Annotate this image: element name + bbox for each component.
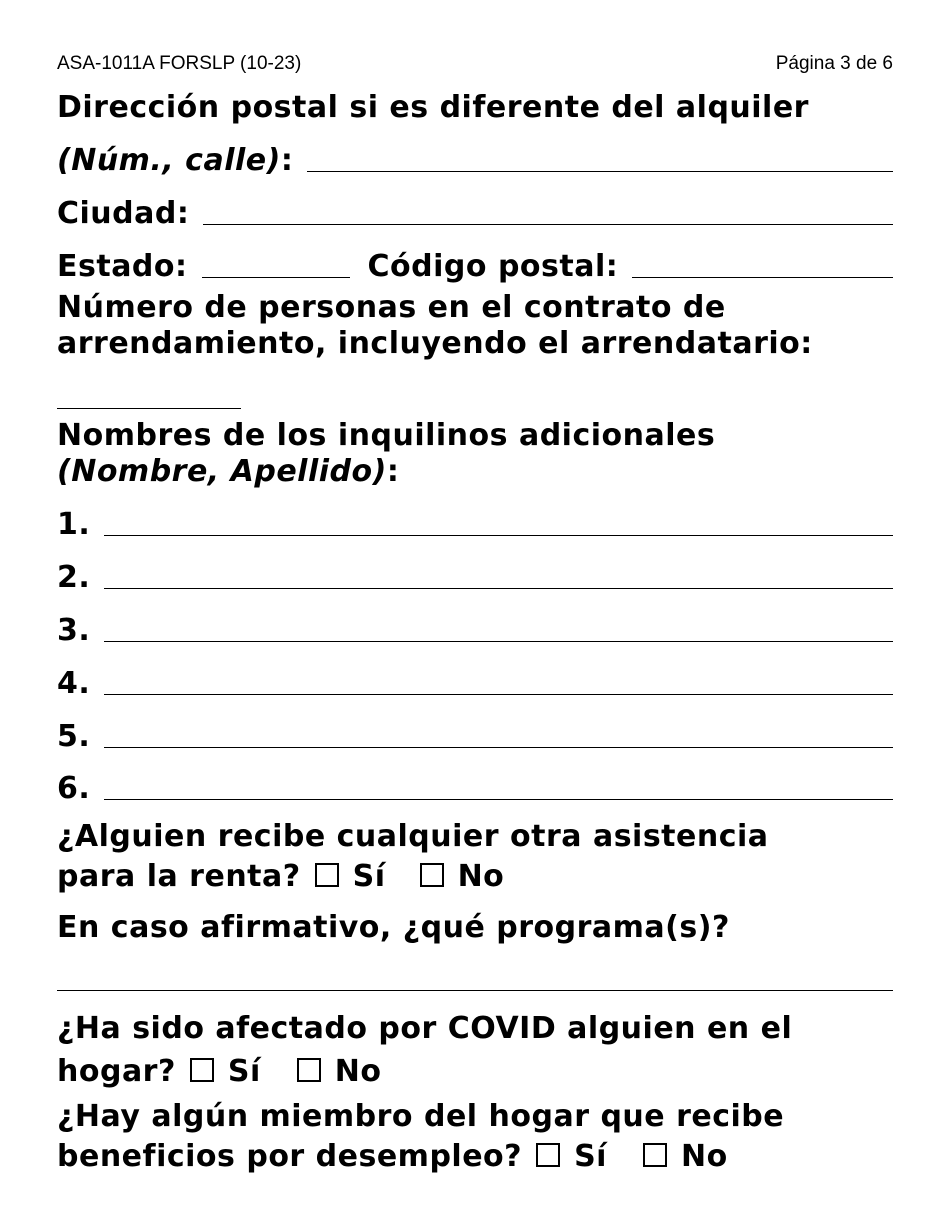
tenant-number: 1.: [57, 507, 91, 542]
tenant-row: [57, 771, 893, 806]
tenant-row: [57, 613, 893, 648]
yes-label: Sí: [227, 1054, 261, 1089]
no-label: No: [680, 1139, 728, 1174]
tenant-name-input[interactable]: [104, 693, 893, 695]
program-input[interactable]: [57, 990, 893, 991]
yes-label: Sí: [352, 859, 386, 894]
street-input[interactable]: [307, 170, 893, 172]
mailing-heading: Dirección postal si es diferente del alquiler: [57, 90, 809, 125]
covid-question: ¿Ha sido afectado por COVID alguien en el hogar? Sí No: [57, 1011, 793, 1089]
unemployment-question: ¿Hay algún miembro del hogar que recibe beneficios por desempleo? Sí No: [57, 1099, 785, 1174]
tenant-number: 3.: [57, 613, 91, 648]
form-id: ASA-1011A FORSLP (10-23): [57, 53, 302, 74]
yes-label: Sí: [574, 1139, 607, 1174]
zip-label: Código postal:: [367, 249, 619, 284]
tenant-name-input[interactable]: [104, 746, 893, 748]
covid-no-checkbox[interactable]: [297, 1058, 321, 1082]
tenant-row: [57, 719, 893, 754]
tenant-name-input[interactable]: [104, 798, 893, 800]
tenant-number: 4.: [57, 666, 91, 701]
state-label: Estado:: [57, 249, 188, 284]
lease-count-input[interactable]: [57, 408, 241, 409]
city-label: Ciudad:: [57, 196, 190, 231]
tenant-row: [57, 560, 893, 595]
tenants-heading: Nombres de los inquilinos adicionales (Nombre, Apellido):: [57, 418, 716, 489]
tenant-name-input[interactable]: [104, 640, 893, 642]
state-input[interactable]: [202, 276, 350, 278]
rent-assistance-yes-checkbox[interactable]: [315, 863, 339, 887]
covid-yes-checkbox[interactable]: [190, 1058, 214, 1082]
program-question: En caso afirmativo, ¿qué programa(s)?: [57, 910, 730, 945]
no-label: No: [334, 1054, 382, 1089]
zip-input[interactable]: [632, 276, 893, 278]
page-number: Página 3 de 6: [775, 53, 893, 74]
rent-assistance-no-checkbox[interactable]: [420, 863, 444, 887]
state-zip-row: [57, 249, 893, 284]
unemployment-yes-checkbox[interactable]: [536, 1143, 560, 1167]
city-row: [57, 196, 893, 231]
tenant-name-input[interactable]: [104, 534, 893, 536]
tenant-name-input[interactable]: [104, 587, 893, 589]
street-label: (Núm., calle):: [57, 143, 294, 178]
lease-count-label: Número de personas en el contrato de arrendamiento, incluyendo el arrendatario:: [57, 290, 813, 361]
city-input[interactable]: [203, 223, 893, 225]
rent-assistance-question: ¿Alguien recibe cualquier otra asistencia para la renta? Sí No: [57, 819, 769, 894]
tenant-row: [57, 507, 893, 542]
tenant-number: 5.: [57, 719, 91, 754]
tenant-row: [57, 666, 893, 701]
unemployment-no-checkbox[interactable]: [643, 1143, 667, 1167]
tenant-number: 6.: [57, 771, 91, 806]
tenant-number: 2.: [57, 560, 91, 595]
street-row: [57, 143, 893, 178]
no-label: No: [457, 859, 505, 894]
